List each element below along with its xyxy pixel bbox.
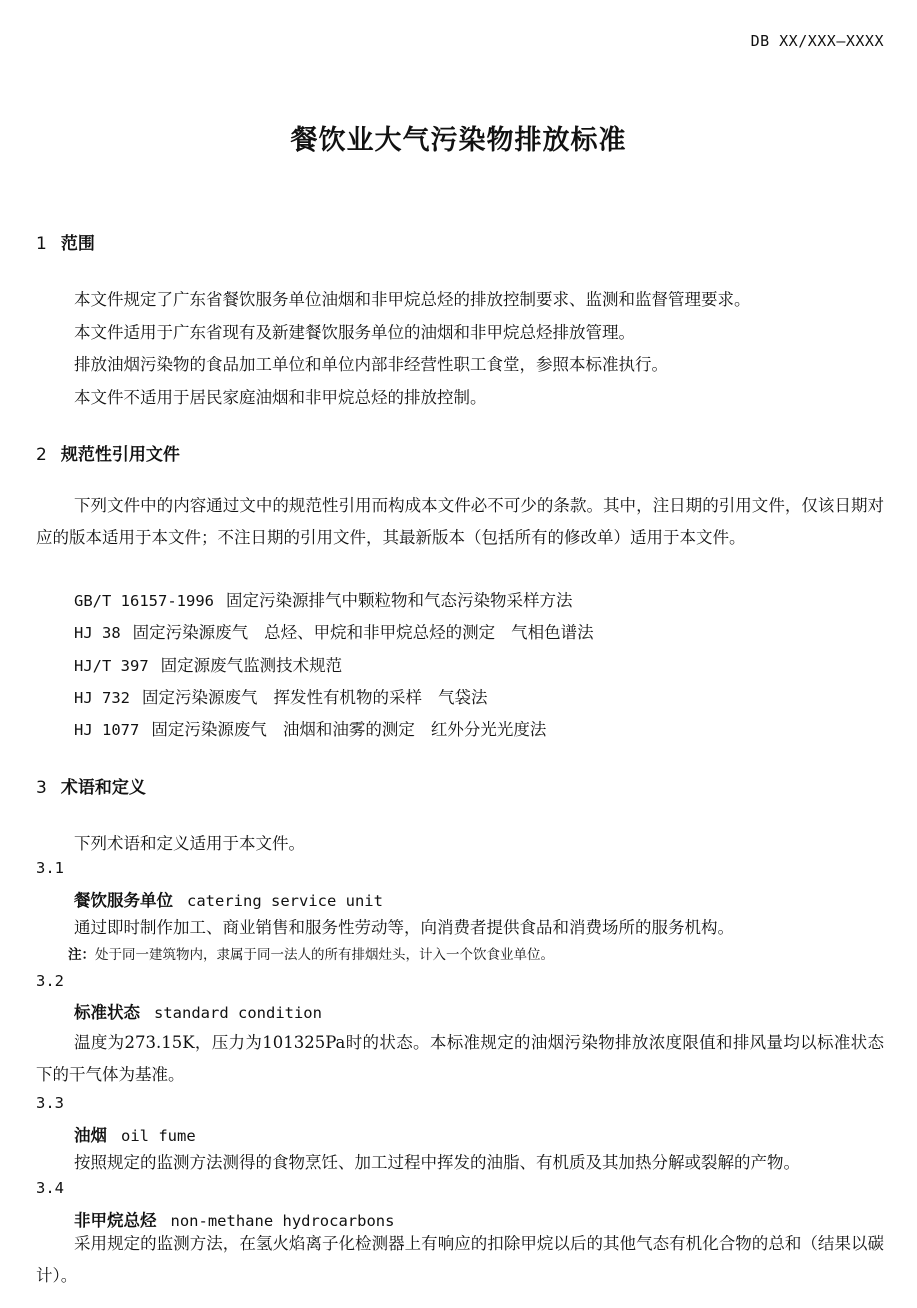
term-definition: 温度为273.15K，压力为101325Pa时的状态。本标准规定的油烟污染物排放浓度限值和排风量均以标准状态下的干气体为基准。 — [36, 1033, 884, 1084]
reference-item — [74, 716, 546, 740]
scope-paragraph: 排放油烟污染物的食品加工单位和单位内部非经营性职工食堂，参照本标准执行。 — [74, 355, 668, 374]
terms-intro: 下列术语和定义适用于本文件。 — [74, 834, 305, 853]
term-note — [68, 943, 554, 963]
section-title: 范围 — [60, 234, 95, 254]
term-definition: 按照规定的监测方法测得的食物烹饪、加工过程中挥发的油脂、有机质及其加热分解或裂解的产物。 — [74, 1153, 800, 1172]
reference-title: 挥发性有机物的采样 — [273, 688, 422, 707]
section-title: 术语和定义 — [60, 778, 146, 798]
term-english: standard condition — [154, 1004, 322, 1022]
reference-title: 油烟和油雾的测定 — [282, 720, 415, 739]
section-number: 1 — [36, 234, 47, 254]
reference-item — [74, 587, 572, 611]
reference-code: HJ 38 — [74, 624, 121, 642]
section-heading-terms — [36, 773, 146, 798]
note-label: 注： — [68, 947, 95, 963]
reference-title: 固定污染源废气 — [132, 623, 249, 642]
references-intro: 下列文件中的内容通过文中的规范性引用而构成本文件必不可少的条款。其中，注日期的引用文件，仅该日期对应的版本适用于本文件；不注日期的引用文件，其最新版本（包括所有的修改单）适用于本文件。 — [36, 496, 884, 547]
reference-title: 固定源废气监测技术规范 — [160, 656, 343, 675]
reference-title: 气相色谱法 — [511, 623, 594, 642]
reference-item — [74, 652, 342, 676]
reference-title: 红外分光光度法 — [430, 720, 547, 739]
term-chinese: 餐饮服务单位 — [74, 891, 173, 910]
term-english: non-methane hydrocarbons — [170, 1212, 395, 1230]
term-chinese: 非甲烷总烃 — [74, 1211, 157, 1230]
reference-title: 气袋法 — [438, 688, 488, 707]
reference-code: HJ 732 — [74, 689, 130, 707]
section-heading-normative-references — [36, 440, 180, 465]
reference-title: 固定污染源废气 — [151, 720, 267, 739]
reference-title: 固定污染源废气 — [142, 688, 258, 707]
reference-code: HJ/T 397 — [74, 657, 149, 675]
term-definition: 通过即时制作加工、商业销售和服务性劳动等，向消费者提供食品和消费场所的服务机构。 — [74, 918, 734, 937]
section-title: 规范性引用文件 — [60, 445, 180, 465]
term-definition: 采用规定的监测方法，在氢火焰离子化检测器上有响应的扣除甲烷以后的其他气态有机化合物的总和（结果以碳计）。 — [36, 1234, 884, 1285]
term-number: 3.1 — [36, 859, 64, 877]
scope-paragraph: 本文件适用于广东省现有及新建餐饮服务单位的油烟和非甲烷总烃排放管理。 — [74, 323, 635, 342]
term-english: oil fume — [121, 1127, 196, 1145]
reference-title: 固定污染源排气中颗粒物和气态污染物采样方法 — [225, 591, 573, 610]
reference-code: GB/T 16157-1996 — [74, 592, 214, 610]
document-title: 餐饮业大气污染物排放标准 — [290, 125, 627, 156]
scope-paragraph: 本文件不适用于居民家庭油烟和非甲烷总烃的排放控制。 — [74, 388, 487, 407]
note-text: 处于同一建筑物内，隶属于同一法人的所有排烟灶头，计入一个饮食业单位。 — [95, 947, 554, 963]
scope-paragraph: 本文件规定了广东省餐饮服务单位油烟和非甲烷总烃的排放控制要求、监测和监督管理要求。 — [74, 290, 751, 309]
section-heading-scope — [36, 229, 95, 254]
term-heading — [74, 1122, 196, 1146]
reference-item — [74, 619, 594, 643]
term-chinese: 标准状态 — [74, 1003, 140, 1022]
section-number: 2 — [36, 445, 47, 465]
term-number: 3.3 — [36, 1094, 64, 1112]
term-chinese: 油烟 — [74, 1126, 107, 1145]
term-number: 3.4 — [36, 1179, 64, 1197]
standard-code: DB XX/XXX—XXXX — [750, 32, 884, 50]
term-heading — [74, 999, 322, 1023]
term-heading — [74, 887, 383, 911]
reference-item — [74, 684, 488, 708]
section-number: 3 — [36, 778, 47, 798]
reference-code: HJ 1077 — [74, 721, 140, 739]
term-number: 3.2 — [36, 972, 64, 990]
term-english: catering service unit — [187, 892, 383, 910]
reference-title: 总烃、甲烷和非甲烷总烃的测定 — [264, 623, 496, 642]
